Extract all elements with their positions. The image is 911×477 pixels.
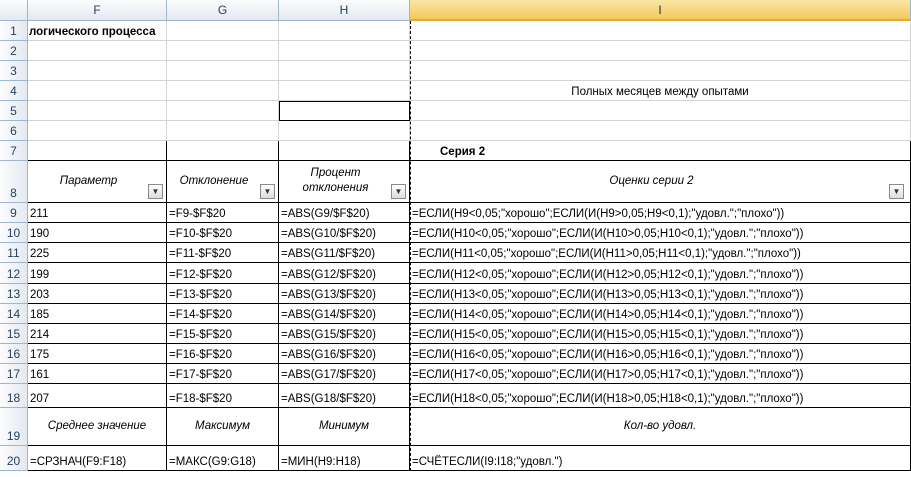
cell-f12[interactable] xyxy=(28,263,167,284)
cell-i14[interactable] xyxy=(410,304,911,324)
cell-text: 199 xyxy=(30,269,50,281)
cell-f8[interactable] xyxy=(28,161,167,203)
row-header-19[interactable]: 19 xyxy=(0,408,28,446)
cell-text: =F16-$F$20 xyxy=(169,349,232,361)
cell-g10[interactable] xyxy=(167,223,279,243)
cell-text: 161 xyxy=(30,369,50,381)
cell-text: =F11-$F$20 xyxy=(169,248,232,260)
cell-text: Минимум xyxy=(318,419,370,432)
cell-text: =ЕСЛИ(H18<0,05;"хорошо";ЕСЛИ(И(H18>0,05;H18<0,1);"удовл.";"плохо")) xyxy=(412,393,804,405)
cell-text: Среднее значение xyxy=(47,419,147,432)
cell-g4[interactable] xyxy=(167,81,279,101)
cell-h9[interactable] xyxy=(279,203,410,223)
selected-cell-h5[interactable] xyxy=(279,101,410,121)
cell-i10[interactable] xyxy=(410,223,911,243)
cell-text: =F13-$F$20 xyxy=(169,289,232,301)
cell-i5[interactable] xyxy=(410,101,911,121)
cell-text: =ABS(G10/$F$20) xyxy=(281,228,376,240)
cell-h2[interactable] xyxy=(279,41,410,61)
cell-g20[interactable] xyxy=(167,446,279,471)
cell-g6[interactable] xyxy=(167,121,279,141)
cell-g7[interactable] xyxy=(167,141,279,161)
cell-g2[interactable] xyxy=(167,41,279,61)
cell-h13[interactable] xyxy=(279,284,410,304)
cell-i1[interactable] xyxy=(410,21,911,41)
cell-f1[interactable] xyxy=(28,21,167,41)
cell-g12[interactable] xyxy=(167,263,279,284)
cell-f9[interactable] xyxy=(28,203,167,223)
cell-text: =ABS(G11/$F$20) xyxy=(281,248,376,260)
cell-text: =F15-$F$20 xyxy=(169,329,232,341)
row-header-7[interactable]: 7 xyxy=(0,141,28,161)
row-header-2[interactable]: 2 xyxy=(0,41,28,61)
row-header-11[interactable]: 11 xyxy=(0,243,28,263)
cell-text: =СРЗНАЧ(F9:F18) xyxy=(30,456,127,468)
cell-text: =ЕСЛИ(H14<0,05;"хорошо";ЕСЛИ(И(H14>0,05;H14<0,1);"удовл.";"плохо")) xyxy=(412,309,804,321)
cell-text: логического процесса xyxy=(29,26,156,38)
cell-text: 203 xyxy=(30,289,50,301)
cell-f5[interactable] xyxy=(28,101,167,121)
cell-f10[interactable] xyxy=(28,223,167,243)
cell-i6[interactable] xyxy=(410,121,911,141)
cell-text: =ЕСЛИ(H17<0,05;"хорошо";ЕСЛИ(И(H17>0,05;H17<0,1);"удовл.";"плохо")) xyxy=(412,369,804,381)
cell-g8[interactable] xyxy=(167,161,279,203)
cell-f4[interactable] xyxy=(28,81,167,101)
cell-h12[interactable] xyxy=(279,263,410,284)
cell-h18[interactable] xyxy=(279,384,410,408)
cell-g15[interactable] xyxy=(167,324,279,344)
row-header-6[interactable]: 6 xyxy=(0,121,28,141)
cell-h10[interactable] xyxy=(279,223,410,243)
cell-h7[interactable] xyxy=(279,141,410,161)
page-break-line xyxy=(410,21,411,471)
cell-text: =ABS(G15/$F$20) xyxy=(281,329,376,341)
cell-f15[interactable] xyxy=(28,324,167,344)
cell-i16[interactable] xyxy=(410,344,911,364)
cell-h17[interactable] xyxy=(279,364,410,384)
row-header-18[interactable]: 18 xyxy=(0,384,28,408)
cell-h4[interactable] xyxy=(279,81,410,101)
cell-text: =ABS(G18/$F$20) xyxy=(281,393,376,405)
cell-text: =ABS(G14/$F$20) xyxy=(281,309,376,321)
cell-text: Максимум xyxy=(195,419,250,432)
cell-h1[interactable] xyxy=(279,21,410,41)
row-header-3[interactable]: 3 xyxy=(0,61,28,81)
cell-i19[interactable] xyxy=(410,408,911,446)
cell-f2[interactable] xyxy=(28,41,167,61)
cell-i2[interactable] xyxy=(410,41,911,61)
cell-i11[interactable] xyxy=(410,243,911,263)
column-header-i[interactable]: I xyxy=(410,0,911,21)
row-header-17[interactable]: 17 xyxy=(0,364,28,384)
row-header-4[interactable]: 4 xyxy=(0,81,28,101)
cell-text: Серия 2 xyxy=(440,146,486,158)
cell-text: Оценки серии 2 xyxy=(609,174,694,187)
cell-text: =ЕСЛИ(H16<0,05;"хорошо";ЕСЛИ(И(H16>0,05;H16<0,1);"удовл.";"плохо")) xyxy=(412,349,804,361)
cell-h16[interactable] xyxy=(279,344,410,364)
cell-text: =ЕСЛИ(H10<0,05;"хорошо";ЕСЛИ(И(H10>0,05;H10<0,1);"удовл.";"плохо")) xyxy=(412,228,804,240)
cell-h20[interactable] xyxy=(279,446,410,471)
cell-h15[interactable] xyxy=(279,324,410,344)
filter-dropdown-icon[interactable]: ▼ xyxy=(391,184,406,199)
row-header-12[interactable]: 12 xyxy=(0,263,28,284)
cell-g18[interactable] xyxy=(167,384,279,408)
cell-h3[interactable] xyxy=(279,61,410,81)
cell-text: =F9-$F$20 xyxy=(169,208,226,220)
cell-g14[interactable] xyxy=(167,304,279,324)
cell-text: =ЕСЛИ(H15<0,05;"хорошо";ЕСЛИ(И(H15>0,05;H15<0,1);"удовл.";"плохо")) xyxy=(412,329,804,341)
cell-i9[interactable] xyxy=(410,203,911,223)
cell-text: Кол-во удовл. xyxy=(623,419,697,432)
cell-text: =ЕСЛИ(H11<0,05;"хорошо";ЕСЛИ(И(H11>0,05;H11<0,1);"удовл.";"плохо")) xyxy=(412,248,801,260)
cell-i17[interactable] xyxy=(410,364,911,384)
row-header-14[interactable]: 14 xyxy=(0,304,28,324)
row-header-16[interactable]: 16 xyxy=(0,344,28,364)
column-header-f[interactable]: F xyxy=(28,0,167,21)
cell-i12[interactable] xyxy=(410,263,911,284)
cell-g11[interactable] xyxy=(167,243,279,263)
cell-g16[interactable] xyxy=(167,344,279,364)
cell-i7[interactable] xyxy=(410,141,911,161)
cell-text: Параметр xyxy=(59,174,118,187)
cell-text: =ЕСЛИ(H12<0,05;"хорошо";ЕСЛИ(И(H12>0,05;H12<0,1);"удовл.";"плохо")) xyxy=(412,269,804,281)
cell-g17[interactable] xyxy=(167,364,279,384)
cell-g1[interactable] xyxy=(167,21,279,41)
cell-text: 214 xyxy=(30,329,50,341)
cell-f20[interactable] xyxy=(28,446,167,471)
cell-text: =ABS(G12/$F$20) xyxy=(281,269,376,281)
row-header-13[interactable]: 13 xyxy=(0,284,28,304)
cell-text: 211 xyxy=(30,208,49,220)
cell-f7[interactable] xyxy=(28,141,167,161)
cell-text: =ABS(G16/$F$20) xyxy=(281,349,376,361)
cell-h8[interactable] xyxy=(279,161,410,203)
row-header-9[interactable]: 9 xyxy=(0,203,28,223)
cell-f16[interactable] xyxy=(28,344,167,364)
cell-i4[interactable] xyxy=(410,81,911,101)
cell-text: 190 xyxy=(30,228,50,240)
cell-text: Отклонение xyxy=(179,174,249,187)
cell-h11[interactable] xyxy=(279,243,410,263)
cell-g5[interactable] xyxy=(167,101,279,121)
cell-i13[interactable] xyxy=(410,284,911,304)
cell-text: =F14-$F$20 xyxy=(169,309,232,321)
cell-text: =ABS(G9/$F$20) xyxy=(281,208,370,220)
cell-f18[interactable] xyxy=(28,384,167,408)
cell-text: =ABS(G17/$F$20) xyxy=(281,369,376,381)
cell-text: =F17-$F$20 xyxy=(169,369,232,381)
cell-f17[interactable] xyxy=(28,364,167,384)
row-header-15[interactable]: 15 xyxy=(0,324,28,344)
cell-text: =ЕСЛИ(H9<0,05;"хорошо";ЕСЛИ(И(H9>0,05;H9<0,1);"удовл.";"плохо")) xyxy=(412,208,785,220)
cell-h6[interactable] xyxy=(279,121,410,141)
filter-dropdown-icon[interactable]: ▼ xyxy=(260,184,275,199)
column-header-g[interactable]: G xyxy=(167,0,279,21)
cell-g19[interactable] xyxy=(167,408,279,446)
cell-f13[interactable] xyxy=(28,284,167,304)
cell-text: 207 xyxy=(30,393,50,405)
cell-i18[interactable] xyxy=(410,384,911,408)
cell-text: =F10-$F$20 xyxy=(169,228,232,240)
cell-text: =F18-$F$20 xyxy=(169,393,232,405)
row-header-1[interactable]: 1 xyxy=(0,21,28,41)
cell-i15[interactable] xyxy=(410,324,911,344)
row-header-8[interactable]: 8 xyxy=(0,161,28,203)
column-header-h[interactable]: H xyxy=(279,0,410,21)
cell-text: 225 xyxy=(30,248,50,260)
cell-g3[interactable] xyxy=(167,61,279,81)
cell-g9[interactable] xyxy=(167,203,279,223)
cell-text: 185 xyxy=(30,309,50,321)
row-header-20[interactable]: 20 xyxy=(0,446,28,471)
cell-text: 175 xyxy=(30,349,50,361)
cell-text: =ЕСЛИ(H13<0,05;"хорошо";ЕСЛИ(И(H13>0,05;H13<0,1);"удовл.";"плохо")) xyxy=(412,289,804,301)
cell-text: =ABS(G13/$F$20) xyxy=(281,289,376,301)
cell-text: =МАКС(G9:G18) xyxy=(169,456,256,468)
cell-h19[interactable] xyxy=(279,408,410,446)
select-all-corner[interactable] xyxy=(0,0,28,21)
row-header-5[interactable]: 5 xyxy=(0,101,28,121)
cell-text: Полных месяцев между опытами xyxy=(571,86,749,98)
cell-f19[interactable] xyxy=(28,408,167,446)
cell-text: =СЧЁТЕСЛИ(I9:I18;"удовл.") xyxy=(412,456,563,468)
cell-f6[interactable] xyxy=(28,121,167,141)
cell-i8[interactable] xyxy=(410,161,911,203)
cell-f3[interactable] xyxy=(28,61,167,81)
filter-dropdown-icon[interactable]: ▼ xyxy=(889,184,904,199)
row-header-10[interactable]: 10 xyxy=(0,223,28,243)
cell-h14[interactable] xyxy=(279,304,410,324)
cell-i20[interactable] xyxy=(410,446,911,471)
cell-text: =F12-$F$20 xyxy=(169,269,232,281)
cell-f11[interactable] xyxy=(28,243,167,263)
cell-f14[interactable] xyxy=(28,304,167,324)
cell-i3[interactable] xyxy=(410,61,911,81)
cell-text: Процент отклонения xyxy=(302,166,369,194)
filter-dropdown-icon[interactable]: ▼ xyxy=(148,184,163,199)
cell-text: =МИН(H9:H18) xyxy=(281,456,361,468)
cell-g13[interactable] xyxy=(167,284,279,304)
